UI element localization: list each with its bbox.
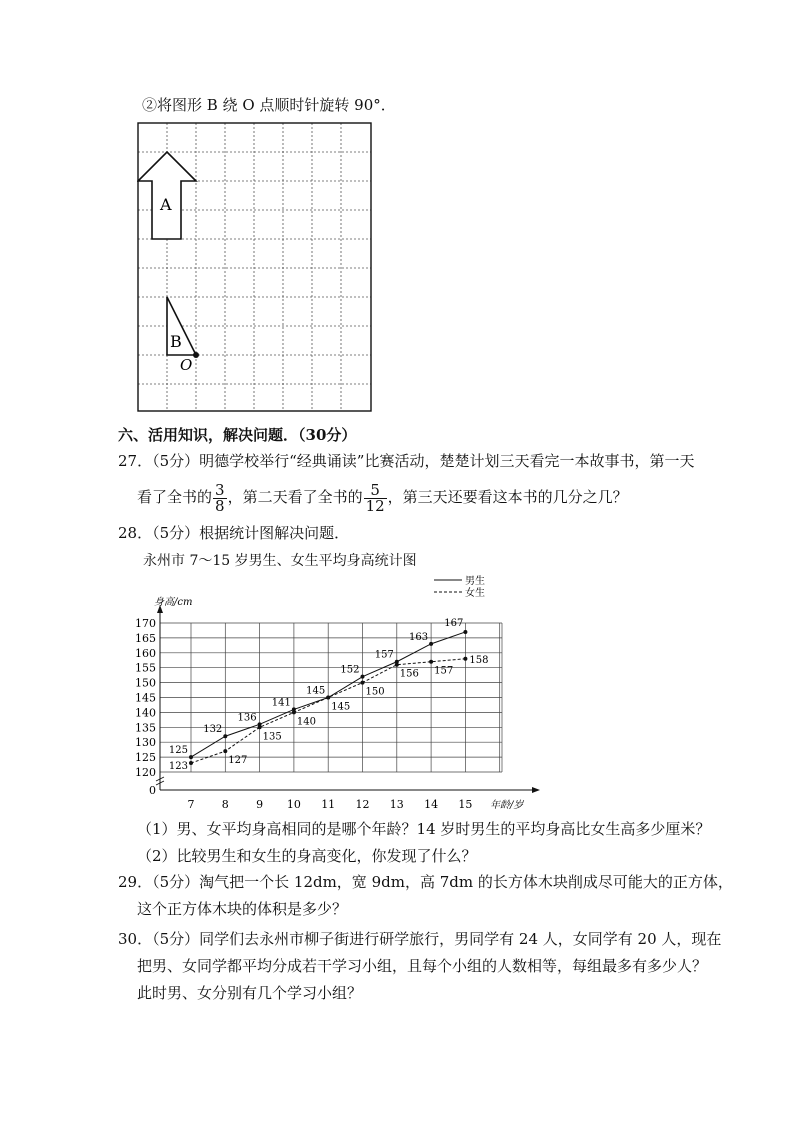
q29-line1: 29．（5分）淘气把一个长 12dm，宽 9dm，高 7dm 的长方体木块削成尽可能大的正方体， (118, 873, 733, 891)
data-label-boys: 125 (168, 745, 188, 757)
data-label-girls: 157 (434, 665, 454, 677)
fraction-denominator: 8 (215, 496, 225, 515)
data-point-girls (395, 663, 399, 667)
q28-sub1: （1）男、女平均身高相同的是哪个年龄？14 岁时男生的平均身高比女生高多少厘米？ (137, 820, 711, 838)
x-axis-title: 年龄/岁 (490, 800, 524, 810)
y-tick-label: 160 (135, 646, 156, 660)
q27-line1: 27．（5分）明德学校举行“经典诵读”比赛活动，楚楚计划三天看完一本故事书，第一天 (118, 452, 695, 470)
x-tick-label: 13 (389, 798, 404, 810)
data-label-girls: 150 (365, 686, 385, 698)
x-tick-label: 14 (424, 798, 439, 810)
data-label-boys: 136 (237, 712, 257, 724)
data-label-girls: 158 (469, 654, 489, 666)
q27-text-a: 看了全书的 (137, 488, 213, 506)
data-label-girls: 140 (296, 716, 316, 728)
data-point-boys (463, 630, 467, 634)
data-point-girls (463, 657, 467, 661)
data-point-boys (189, 755, 193, 759)
data-point-girls (223, 749, 227, 753)
q27-text-b: ，第二天看了全书的 (227, 488, 363, 506)
y-tick-label: 170 (135, 617, 156, 630)
q30-line1: 30．（5分）同学们去永州市柳子街进行研学旅行，男同学有 24 人，女同学有 20 人，现在 (118, 930, 722, 948)
y-axis-title: 身高/cm (154, 597, 193, 608)
data-point-girls (326, 696, 330, 700)
y-tick-label: 155 (135, 661, 156, 675)
y-tick-label: 130 (135, 736, 156, 750)
data-label-girls: 156 (399, 668, 419, 680)
x-axis-arrow (532, 787, 540, 793)
q28-sub2: （2）比较男生和女生的身高变化，你发现了什么？ (137, 847, 477, 865)
y-tick-label: 0 (149, 784, 156, 797)
legend-label-boys: 男生 (465, 576, 485, 587)
point-o-label: O (180, 356, 193, 374)
fraction-numerator: 3 (215, 480, 225, 499)
data-label-girls: 127 (228, 755, 248, 767)
q29-line2: 这个正方体木块的体积是多少？ (137, 900, 348, 918)
q30-line3: 此时男、女分别有几个学习小组？ (137, 984, 363, 1002)
data-point-boys (361, 675, 365, 679)
y-tick-label: 165 (135, 631, 156, 645)
fraction-numerator: 5 (364, 483, 387, 499)
y-tick-label: 120 (135, 766, 156, 779)
data-point-boys (429, 642, 433, 646)
data-label-boys: 163 (409, 631, 429, 643)
data-point-boys (223, 734, 227, 738)
q27-line2 (137, 480, 628, 514)
data-label-boys: 167 (444, 617, 464, 629)
x-tick-label: 15 (458, 798, 473, 810)
data-label-girls: 123 (168, 761, 188, 773)
rotation-grid-figure (137, 122, 373, 414)
data-point-girls (429, 660, 433, 664)
point-o-dot (193, 352, 199, 358)
shape-b-label: B (170, 332, 182, 351)
chart-title: 永州市 7～15 岁男生、女生平均身高统计图 (143, 553, 417, 569)
data-point-girls (361, 681, 365, 685)
shape-a-label: A (160, 195, 172, 214)
rotation-instruction: ②将图形 B 绕 O 点顺时针旋转 90°． (142, 96, 396, 114)
data-point-girls (258, 725, 262, 729)
y-tick-label: 125 (135, 751, 156, 765)
fraction-denominator: 12 (365, 496, 385, 515)
x-tick-label: 11 (321, 798, 336, 810)
data-label-girls: 135 (262, 731, 282, 743)
x-tick-label: 7 (187, 798, 195, 810)
fraction-5-12 (364, 480, 387, 515)
legend-label-girls: 女生 (465, 588, 485, 599)
x-tick-label: 8 (221, 798, 229, 810)
data-label-boys: 157 (374, 649, 394, 661)
data-label-girls: 145 (331, 701, 351, 713)
data-label-boys: 152 (340, 664, 360, 676)
x-tick-label: 12 (355, 798, 370, 810)
y-tick-label: 135 (135, 721, 156, 735)
data-label-boys: 145 (306, 685, 326, 697)
x-tick-label: 9 (256, 798, 264, 810)
x-tick-label: 10 (286, 798, 301, 810)
data-label-boys: 141 (271, 697, 291, 709)
q30-line2: 把男、女同学都平均分成若干学习小组，且每个小组的人数相等，每组最多有多少人？ (137, 957, 708, 975)
y-tick-label: 145 (135, 691, 156, 705)
section-title: 六、活用知识，解决问题．（30分） (118, 426, 357, 444)
y-tick-label: 150 (135, 676, 156, 690)
y-tick-label: 140 (135, 706, 156, 720)
q27-text-c: ，第三天还要看这本书的几分之几？ (387, 488, 628, 506)
data-point-girls (189, 761, 193, 765)
height-line-chart (112, 574, 542, 810)
fraction-3-8 (213, 480, 227, 515)
data-label-boys: 132 (203, 724, 223, 736)
data-point-girls (292, 710, 296, 714)
q28-line1: 28．（5分）根据统计图解决问题． (118, 524, 350, 542)
